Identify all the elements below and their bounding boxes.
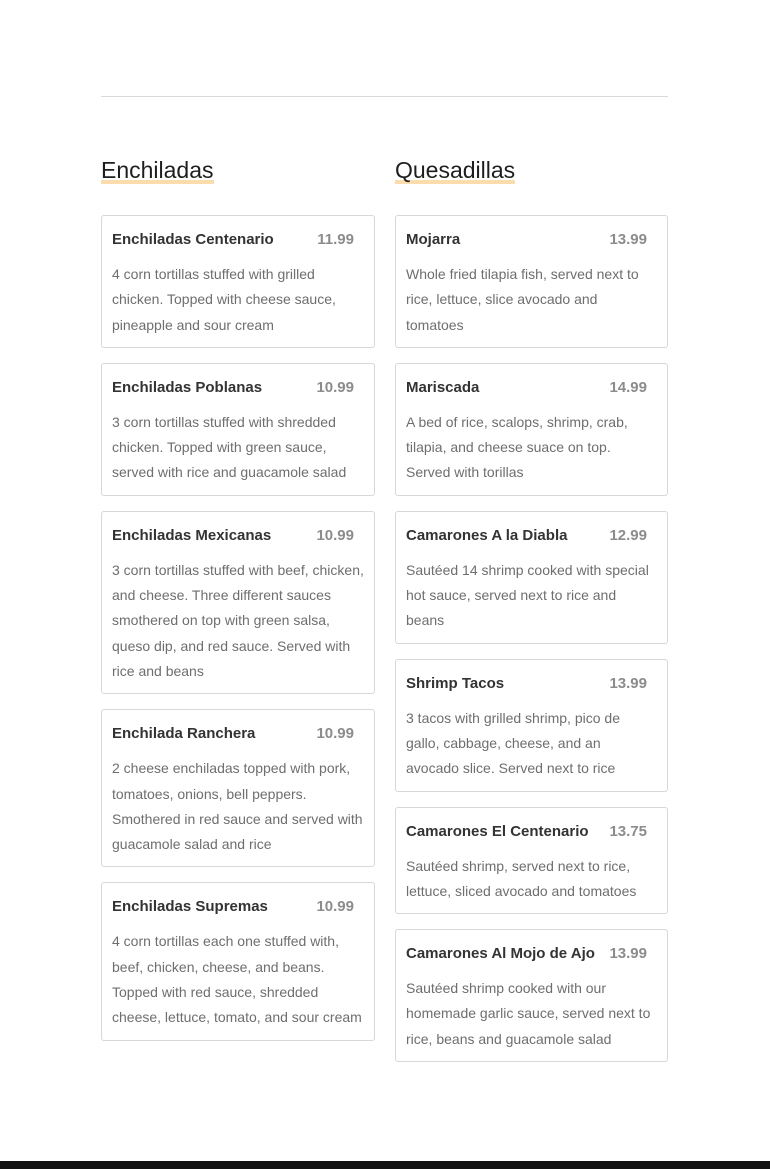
menu-item-card (395, 363, 668, 496)
top-divider (101, 96, 668, 97)
item-description: 4 corn tortillas each one stuffed with, beef, chicken, cheese, and beans. Topped with red sauce, shredded cheese, lettuce, tomato, and sour cream (112, 933, 362, 1026)
item-description: 3 tacos with grilled shrimp, pico de gallo, cabbage, cheese, and an avocado slice. Served next to rice (406, 709, 620, 777)
menu-item-card (395, 511, 668, 644)
item-name: Mojarra (406, 231, 461, 248)
menu-item-card (101, 709, 375, 867)
item-price: 13.75 (609, 822, 647, 840)
menu-section-quesadillas (395, 156, 668, 1077)
menu-item-card (395, 215, 668, 348)
menu-item-card (395, 929, 668, 1062)
section-title: Quesadillas (395, 157, 516, 183)
menu-item-list (395, 215, 668, 1062)
item-name: Mariscada (406, 378, 480, 396)
item-name: Camarones El Centenario (406, 822, 589, 840)
item-name: Enchiladas Poblanas (112, 378, 263, 396)
item-description: Sautéed shrimp, served next to rice, lettuce, sliced avocado and tomatoes (406, 857, 637, 899)
item-price: 10.99 (316, 898, 354, 916)
item-name: Enchilada Ranchera (112, 725, 256, 743)
menu-item-card (101, 882, 375, 1040)
menu-item-card (101, 511, 375, 694)
item-description: A bed of rice, scalops, shrimp, crab, tilapia, and cheese suace on top. Served with torillas (406, 413, 628, 481)
item-description: Sautéed 14 shrimp cooked with special hot sauce, served next to rice and beans (406, 561, 649, 629)
item-description: Sautéed shrimp cooked with our homemade garlic sauce, served next to rice, beans and guacamole salad (406, 980, 651, 1047)
menu-section-enchiladas (101, 156, 375, 1056)
menu-item-list (101, 215, 375, 1041)
item-description: 2 cheese enchiladas topped with pork, tomatoes, onions, bell peppers. Smothered in red sauce and served with guacamole salad and rice (112, 760, 363, 853)
menu-item-card (395, 807, 668, 915)
item-name: Camarones A la Diabla (406, 526, 568, 544)
item-price: 13.99 (609, 945, 647, 963)
item-name: Enchiladas Supremas (112, 898, 268, 916)
menu-item-card (101, 215, 375, 348)
item-price: 11.99 (317, 231, 354, 248)
item-name: Enchiladas Mexicanas (112, 526, 272, 544)
section-title: Enchiladas (101, 157, 214, 183)
menu-item-card (395, 659, 668, 792)
item-name: Camarones Al Mojo de Ajo (406, 945, 595, 963)
item-price: 13.99 (609, 674, 647, 692)
item-description: 3 corn tortillas stuffed with beef, chicken, and cheese. Three different sauces smothered on top with green salsa, queso dip, and red sauce. Served with rice and beans (112, 561, 364, 679)
item-price: 14.99 (609, 378, 647, 396)
item-name: Enchiladas Centenario (112, 231, 274, 248)
item-description: Whole fried tilapia fish, served next to rice, lettuce, slice avocado and tomatoes (406, 266, 639, 333)
item-description: 3 corn tortillas stuffed with shredded chicken. Topped with green sauce, served with rice and guacamole salad (112, 413, 347, 481)
footer-bar (0, 1161, 770, 1169)
item-description: 4 corn tortillas stuffed with grilled chicken. Topped with cheese sauce, pineapple and sour cream (112, 266, 336, 333)
item-price: 12.99 (609, 526, 647, 544)
item-price: 10.99 (316, 725, 354, 743)
item-price: 10.99 (316, 378, 354, 396)
item-price: 10.99 (316, 526, 354, 544)
item-name: Shrimp Tacos (406, 674, 505, 692)
menu-item-card (101, 363, 375, 496)
item-price: 13.99 (609, 231, 647, 248)
